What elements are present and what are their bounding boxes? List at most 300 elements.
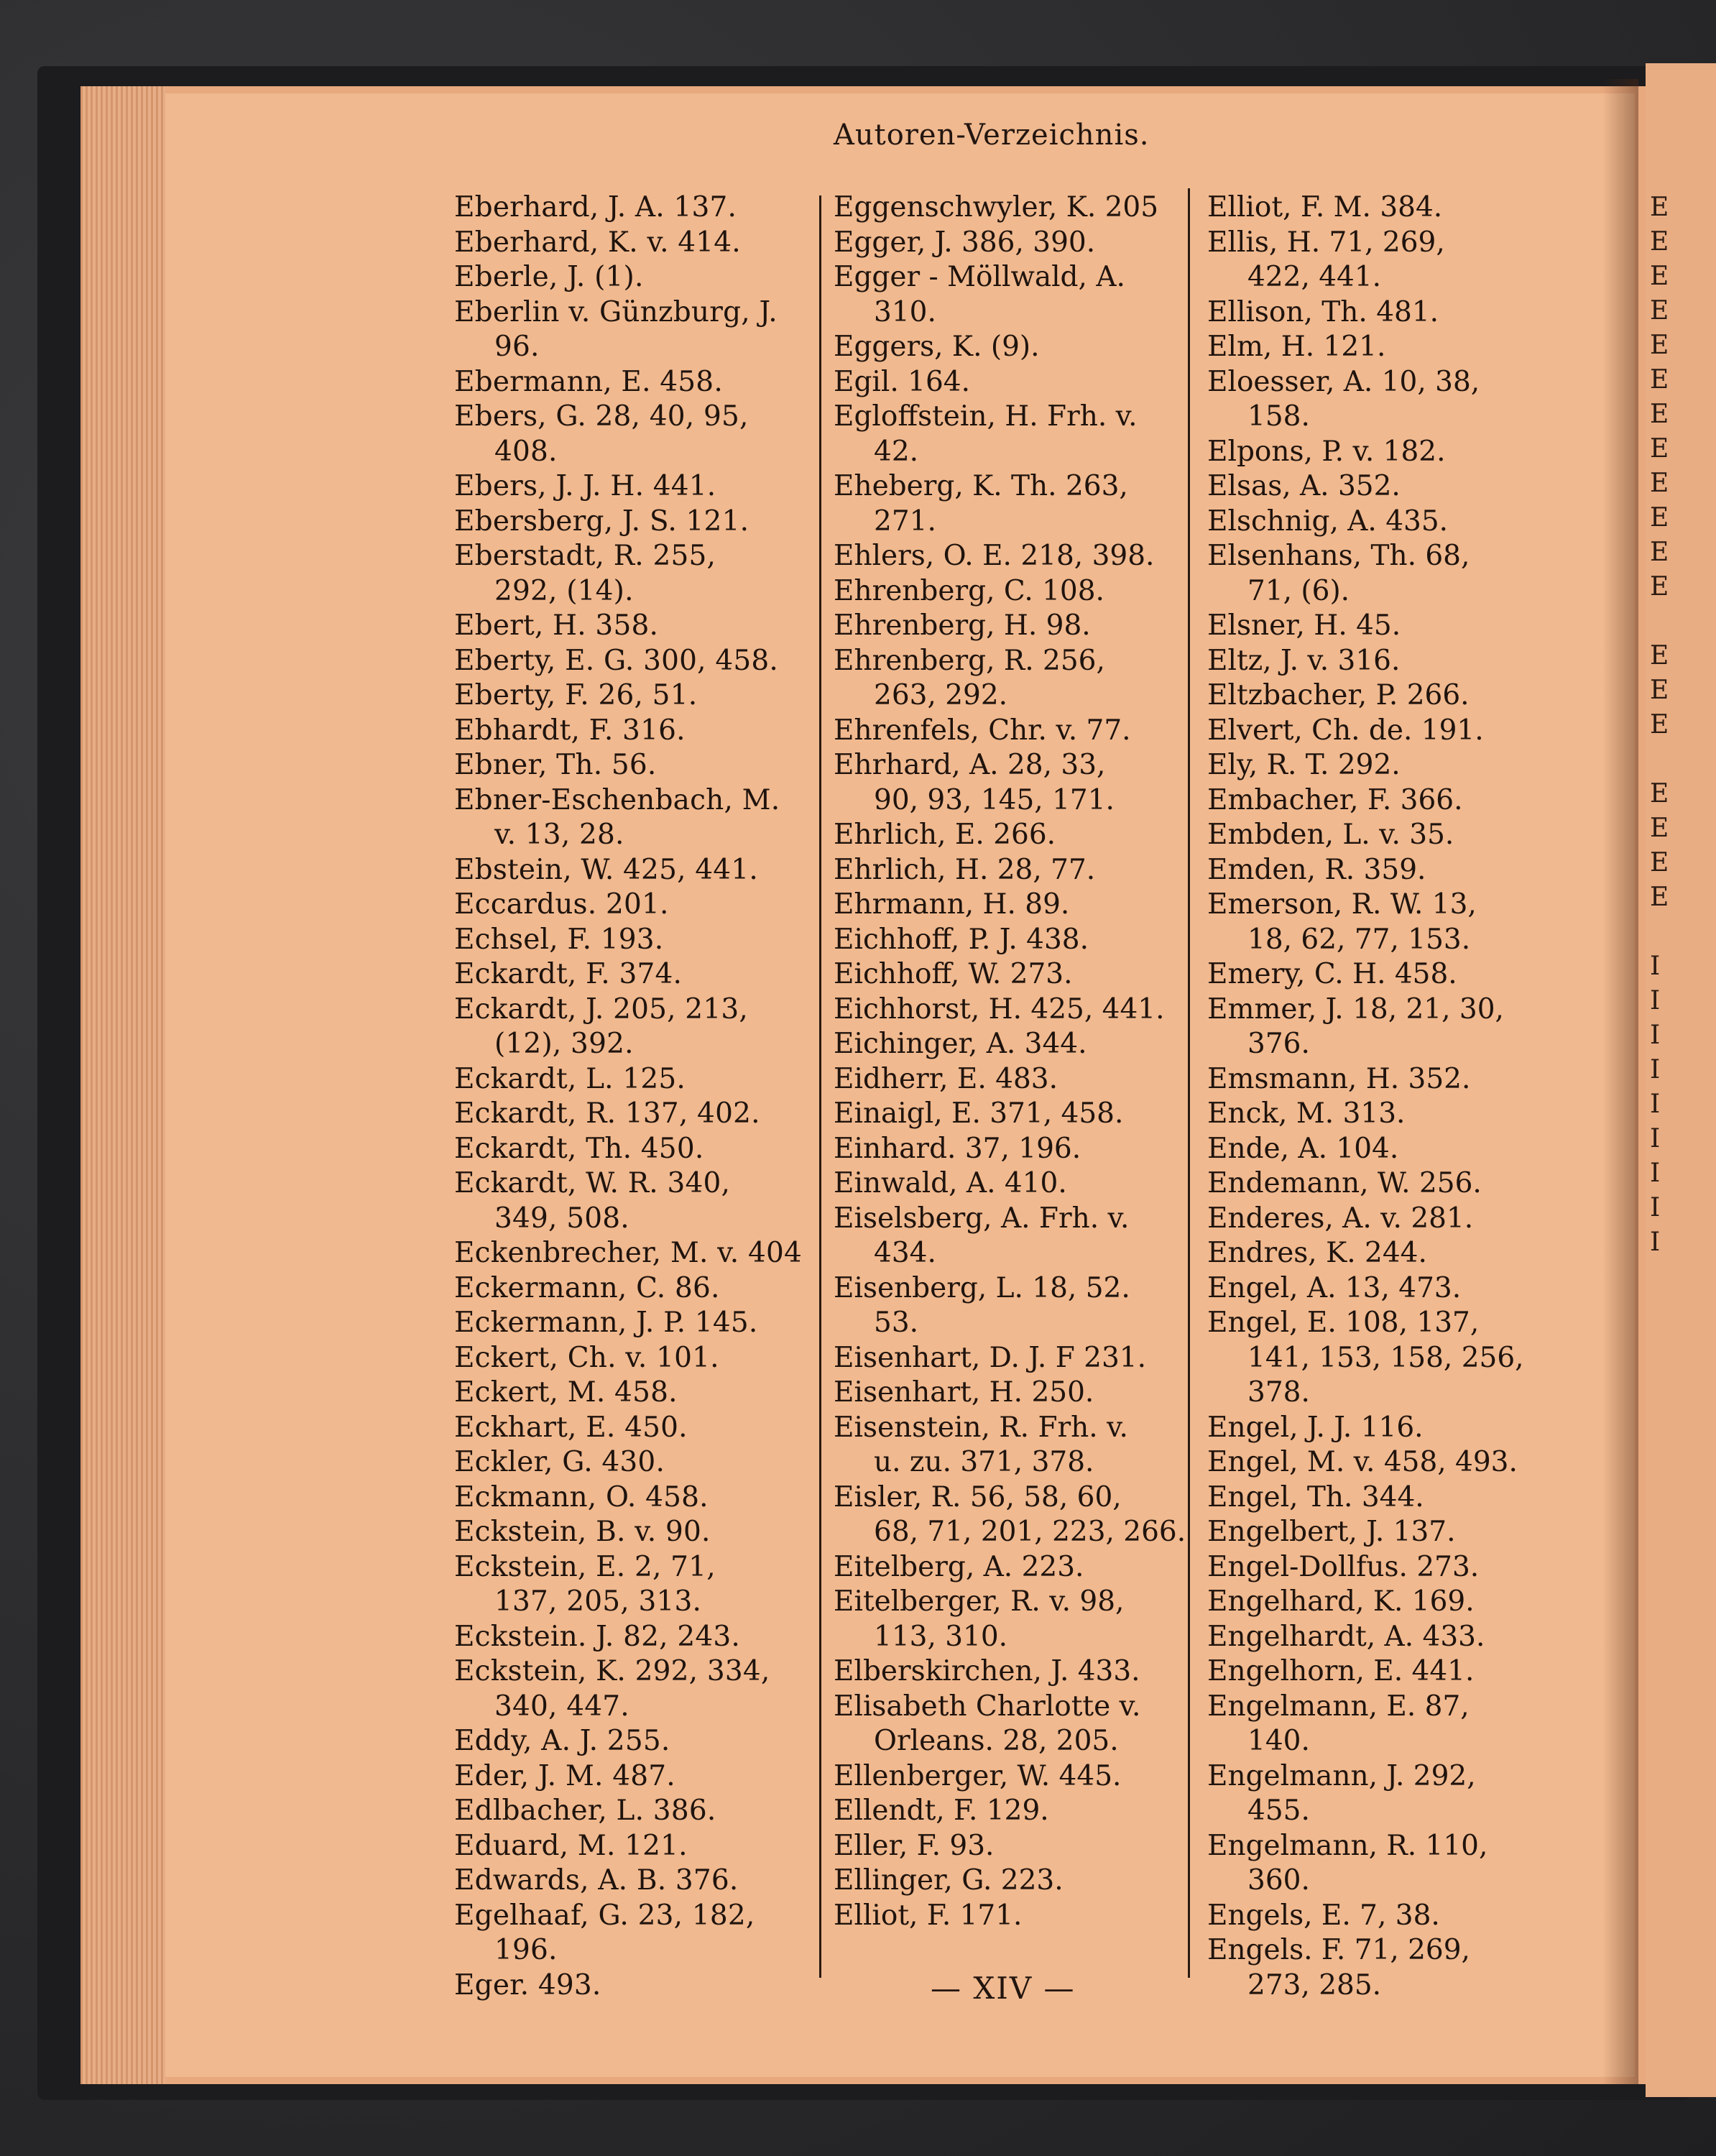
entry-continuation: 455. (1247, 1795, 1310, 1827)
entry-text: Eckmann, O. 458. (454, 1480, 709, 1514)
index-entry (1207, 714, 1581, 749)
entry-text: Ellinger, G. 223. (834, 1864, 1064, 1897)
index-entry (834, 644, 1207, 714)
index-entry (834, 469, 1207, 539)
running-head: Autoren-Verzeichnis. (834, 119, 1150, 152)
entry-text: Embacher, F. 366. (1207, 783, 1463, 816)
index-entry (834, 1376, 1207, 1411)
index-entry (1207, 1236, 1581, 1271)
facing-page-glyph: E (1650, 262, 1669, 291)
entry-text: Eckermann, C. 86. (454, 1271, 720, 1304)
index-entry (454, 1515, 828, 1550)
index-entry (454, 1864, 828, 1899)
entry-text: Elliot, F. M. 384. (1207, 191, 1443, 224)
facing-page-glyph: E (1650, 676, 1669, 705)
gutter-shadow (1602, 79, 1638, 2084)
index-entry (1207, 957, 1581, 992)
index-entry (1207, 609, 1581, 644)
entry-text: Eberty, E. G. 300, 458. (454, 644, 778, 677)
facing-page-glyph: I (1650, 952, 1661, 981)
entry-text: Eichhoff, P. J. 438. (834, 923, 1089, 956)
index-entry (454, 1062, 828, 1097)
index-entry (454, 888, 828, 923)
index-entry (834, 992, 1207, 1028)
entry-text: Ebermann, E. 458. (454, 365, 723, 398)
facing-page-glyph: E (1650, 503, 1669, 533)
column-rule (1188, 188, 1190, 1978)
entry-text: Eberhard, J. A. 137. (454, 191, 737, 224)
facing-page-glyph: I (1650, 1227, 1661, 1257)
facing-page-glyph: I (1650, 1158, 1661, 1188)
entry-text: Egger, J. 386, 390. (834, 226, 1096, 259)
index-entry (834, 818, 1207, 853)
entry-continuation: (12), 392. (494, 1028, 634, 1060)
index-entry (1207, 1620, 1581, 1655)
index-entry (454, 1236, 828, 1271)
facing-page-glyph: E (1650, 572, 1669, 602)
entry-continuation: 422, 441. (1247, 261, 1382, 293)
entry-continuation: 158. (1247, 400, 1310, 433)
index-entry (834, 1132, 1207, 1167)
index-entry (834, 923, 1207, 958)
index-column-1 (454, 190, 828, 2003)
entry-text: Egelhaaf, G. 23, 182, (454, 1899, 755, 1932)
entry-text: Eckhart, E. 450. (454, 1411, 688, 1444)
entry-text: Egger - Möllwald, A. (834, 261, 1125, 293)
entry-text: Ehrenfels, Chr. v. 77. (834, 714, 1131, 747)
index-entry (834, 330, 1207, 365)
index-entry (454, 714, 828, 749)
entry-continuation: 68, 71, 201, 223, 266. (874, 1516, 1186, 1548)
entry-text: Eiselsberg, A. Frh. v. (834, 1202, 1130, 1235)
entry-text: Edwards, A. B. 376. (454, 1864, 739, 1897)
entry-continuation: 42. (874, 435, 919, 468)
index-entry (834, 260, 1207, 330)
index-entry (834, 888, 1207, 923)
facing-page-glyph: E (1650, 400, 1669, 429)
index-entry (1207, 783, 1581, 819)
entry-continuation: 378. (1247, 1376, 1310, 1409)
entry-text: Eckardt, W. R. 340, (454, 1167, 731, 1199)
index-entry (454, 1759, 828, 1795)
entry-text: Eckstein, E. 2, 71, (454, 1550, 716, 1583)
index-entry (1207, 818, 1581, 853)
entry-text: Eisler, R. 56, 58, 60, (834, 1480, 1122, 1514)
index-entry (454, 365, 828, 400)
index-entry (834, 1202, 1207, 1271)
index-entry (834, 1585, 1207, 1654)
entry-continuation: Orleans. 28, 205. (874, 1725, 1119, 1757)
index-entry (1207, 1445, 1581, 1480)
index-entry (454, 1829, 828, 1864)
facing-page-glyph: I (1650, 1089, 1661, 1119)
entry-text: Engel, Th. 344. (1207, 1480, 1424, 1514)
entry-text: Eberty, F. 26, 51. (454, 679, 698, 711)
entry-text: Emerson, R. W. 13, (1207, 888, 1477, 921)
index-entry (834, 539, 1207, 574)
entry-continuation: 376. (1247, 1028, 1310, 1060)
entry-continuation: 196. (494, 1934, 558, 1966)
index-entry (454, 1132, 828, 1167)
facing-page-glyph: E (1650, 641, 1669, 671)
index-entry (454, 1968, 828, 2004)
entry-text: Enck, M. 313. (1207, 1097, 1406, 1130)
index-entry (454, 783, 828, 853)
entry-continuation: 292, (14). (494, 574, 634, 607)
index-entry (834, 1062, 1207, 1097)
entry-continuation: 141, 153, 158, 256, (1247, 1341, 1524, 1374)
entry-text: Ellison, Th. 481. (1207, 295, 1439, 328)
entry-text: Engel, M. v. 458, 493. (1207, 1446, 1518, 1478)
index-entry (454, 992, 828, 1062)
index-entry (834, 1271, 1207, 1341)
index-entry (454, 923, 828, 958)
entry-text: Eisenhart, D. J. F 231. (834, 1341, 1146, 1374)
index-entry (834, 1794, 1207, 1829)
entry-continuation: 434. (874, 1237, 936, 1269)
index-entry (454, 505, 828, 540)
entry-continuation: 360. (1247, 1864, 1310, 1897)
entry-continuation: u. zu. 371, 378. (874, 1446, 1094, 1478)
entry-text: Ehlers, O. E. 218, 398. (834, 540, 1155, 572)
index-entry (454, 1480, 828, 1516)
index-entry (1207, 539, 1581, 609)
entry-text: Eberstadt, R. 255, (454, 540, 716, 572)
entry-text: Eberle, J. (1). (454, 261, 644, 293)
entry-text: Eckardt, R. 137, 402. (454, 1097, 760, 1130)
entry-text: Eger. 493. (454, 1968, 601, 2001)
index-entry (1207, 1899, 1581, 1934)
index-entry (1207, 1933, 1581, 2003)
index-entry (1207, 1550, 1581, 1585)
index-entry (454, 1271, 828, 1307)
entry-text: Eitelberg, A. 223. (834, 1550, 1084, 1583)
entry-text: Emden, R. 359. (1207, 853, 1426, 886)
entry-text: Engelmann, E. 87, (1207, 1690, 1470, 1723)
entry-text: Eckstein. J. 82, 243. (454, 1620, 740, 1653)
entry-continuation: 137, 205, 313. (494, 1585, 702, 1618)
entry-text: Elliot, F. 171. (834, 1899, 1023, 1932)
entry-text: Ebers, G. 28, 40, 95, (454, 400, 749, 433)
entry-text: Ellendt, F. 129. (834, 1795, 1049, 1827)
index-entry (1207, 678, 1581, 714)
entry-text: Ebert, H. 358. (454, 609, 659, 642)
entry-text: Eisenstein, R. Frh. v. (834, 1411, 1128, 1444)
entry-text: Eichhorst, H. 425, 441. (834, 992, 1165, 1026)
facing-page-glyph: E (1650, 296, 1669, 326)
entry-text: Ebersberg, J. S. 121. (454, 505, 749, 538)
index-entry (834, 853, 1207, 888)
entry-text: Ellis, H. 71, 269, (1207, 226, 1445, 259)
index-entry (454, 678, 828, 714)
entry-continuation: v. 13, 28. (494, 819, 624, 851)
index-entry (834, 1027, 1207, 1062)
index-entry (454, 1794, 828, 1829)
entry-text: Emery, C. H. 458. (1207, 958, 1457, 990)
entry-text: Eggenschwyler, K. 205 (834, 191, 1159, 224)
entry-text: Endemann, W. 256. (1207, 1167, 1482, 1199)
index-entry (1207, 1654, 1581, 1690)
index-entry (834, 609, 1207, 644)
facing-page-glyph: E (1650, 848, 1669, 877)
facing-page-glyph: I (1650, 1193, 1661, 1222)
index-entry (1207, 1515, 1581, 1550)
entry-text: Edlbacher, L. 386. (454, 1795, 716, 1827)
entry-text: Eckardt, F. 374. (454, 958, 683, 990)
index-entry (454, 609, 828, 644)
index-entry (454, 226, 828, 261)
index-entry (1207, 330, 1581, 365)
entry-continuation: 71, (6). (1247, 574, 1350, 607)
index-entry (834, 1829, 1207, 1864)
entry-text: Eder, J. M. 487. (454, 1759, 675, 1792)
entry-text: Elschnig, A. 435. (1207, 505, 1449, 538)
entry-text: Eichhoff, W. 273. (834, 958, 1073, 990)
entry-text: Eckert, M. 458. (454, 1376, 678, 1409)
index-entry (1207, 1829, 1581, 1899)
entry-text: Engelmann, R. 110, (1207, 1829, 1488, 1862)
entry-text: Engel-Dollfus. 273. (1207, 1550, 1480, 1583)
index-entry (454, 957, 828, 992)
entry-text: Enderes, A. v. 281. (1207, 1202, 1474, 1235)
index-column-2 (834, 190, 1207, 1933)
entry-text: Elvert, Ch. de. 191. (1207, 714, 1484, 747)
entry-text: Egloffstein, H. Frh. v. (834, 400, 1138, 433)
facing-page-glyph: I (1650, 986, 1661, 1015)
entry-text: Elm, H. 121. (1207, 331, 1386, 363)
index-entry (834, 1480, 1207, 1550)
entry-continuation: 53. (874, 1307, 919, 1339)
column-rule (819, 195, 821, 1978)
facing-page-glyph: I (1650, 1055, 1661, 1084)
index-entry (1207, 1411, 1581, 1446)
index-entry (834, 574, 1207, 609)
entry-continuation: 96. (494, 331, 540, 363)
entry-text: Eitelberger, R. v. 98, (834, 1585, 1125, 1618)
entry-text: Engel, A. 13, 473. (1207, 1271, 1462, 1304)
index-entry (454, 1376, 828, 1411)
index-entry (834, 1097, 1207, 1132)
index-entry (834, 400, 1207, 469)
entry-continuation: 271. (874, 505, 936, 538)
entry-text: Eidherr, E. 483. (834, 1062, 1058, 1095)
entry-text: Einaigl, E. 371, 458. (834, 1097, 1124, 1130)
index-entry (1207, 644, 1581, 679)
entry-text: Eduard, M. 121. (454, 1829, 688, 1862)
entry-text: Ehrhard, A. 28, 33, (834, 749, 1106, 781)
facing-page-glyph: E (1650, 469, 1669, 498)
index-entry (1207, 505, 1581, 540)
entry-text: Engels. F. 71, 269, (1207, 1934, 1470, 1966)
index-entry (1207, 1166, 1581, 1202)
facing-page-glyph: E (1650, 538, 1669, 567)
entry-text: Engelhorn, E. 441. (1207, 1655, 1475, 1687)
entry-continuation: 408. (494, 435, 558, 468)
entry-text: Eberlin v. Günzburg, J. (454, 295, 778, 328)
index-entry (454, 644, 828, 679)
entry-text: Eckstein, B. v. 90. (454, 1516, 711, 1548)
entry-text: Eckert, Ch. v. 101. (454, 1341, 719, 1374)
entry-text: Ehrenberg, R. 256, (834, 644, 1105, 677)
index-entry (1207, 226, 1581, 295)
index-entry (454, 748, 828, 783)
entry-continuation: 113, 310. (874, 1620, 1008, 1653)
facing-page-glyph: E (1650, 710, 1669, 740)
entry-text: Ehrenberg, C. 108. (834, 574, 1104, 607)
entry-continuation: 349, 508. (494, 1202, 629, 1235)
entry-text: Elpons, P. v. 182. (1207, 435, 1446, 468)
entry-text: Elisabeth Charlotte v. (834, 1690, 1141, 1723)
index-entry (1207, 1759, 1581, 1829)
entry-text: Elsenhans, Th. 68, (1207, 540, 1470, 572)
entry-text: Eccardus. 201. (454, 888, 669, 921)
index-entry (834, 1759, 1207, 1795)
index-entry (454, 1899, 828, 1968)
entry-text: Emmer, J. 18, 21, 30, (1207, 992, 1504, 1026)
entry-text: Eloesser, A. 10, 38, (1207, 365, 1480, 398)
index-entry (1207, 888, 1581, 957)
entry-text: Eltz, J. v. 316. (1207, 644, 1401, 677)
index-entry (834, 190, 1207, 226)
entry-text: Eberhard, K. v. 414. (454, 226, 741, 259)
index-entry (834, 1654, 1207, 1690)
index-entry (1207, 1097, 1581, 1132)
index-entry (1207, 1585, 1581, 1620)
facing-page-glyph: E (1650, 779, 1669, 808)
index-entry (834, 1690, 1207, 1759)
entry-text: Elsas, A. 352. (1207, 470, 1401, 502)
page-number: — XIV — (931, 1971, 1076, 2006)
entry-text: Ehrlich, E. 266. (834, 819, 1056, 851)
entry-text: Ely, R. T. 292. (1207, 749, 1401, 781)
index-entry (454, 853, 828, 888)
index-entry (454, 190, 828, 226)
index-entry (454, 1341, 828, 1376)
entry-text: Engels, E. 7, 38. (1207, 1899, 1440, 1932)
entry-text: Ehrlich, H. 28, 77. (834, 853, 1096, 886)
index-entry (1207, 992, 1581, 1062)
index-entry (1207, 190, 1581, 226)
index-entry (1207, 748, 1581, 783)
entry-continuation: 90, 93, 145, 171. (874, 783, 1115, 816)
entry-text: Eichinger, A. 344. (834, 1028, 1087, 1060)
index-entry (454, 1306, 828, 1341)
entry-text: Eckler, G. 430. (454, 1446, 665, 1478)
entry-text: Egil. 164. (834, 365, 971, 398)
entry-text: Ehrmann, H. 89. (834, 888, 1070, 921)
entry-text: Ebers, J. J. H. 441. (454, 470, 716, 502)
index-entry (834, 714, 1207, 749)
page-edges (80, 86, 165, 2084)
index-entry (1207, 1202, 1581, 1237)
entry-text: Engelhardt, A. 433. (1207, 1620, 1485, 1653)
facing-page-fragment (1646, 63, 1716, 2097)
index-entry (454, 1550, 828, 1620)
entry-text: Einhard. 37, 196. (834, 1132, 1081, 1165)
index-entry (834, 1166, 1207, 1202)
entry-text: Endres, K. 244. (1207, 1237, 1427, 1269)
index-entry (454, 1097, 828, 1132)
index-entry (834, 957, 1207, 992)
entry-text: Embden, L. v. 35. (1207, 819, 1454, 851)
entry-continuation: 340, 447. (494, 1690, 629, 1723)
index-entry (1207, 1306, 1581, 1411)
entry-text: Eckardt, J. 205, 213, (454, 992, 748, 1026)
entry-text: Eckenbrecher, M. v. 404 (454, 1237, 802, 1269)
index-entry (1207, 1690, 1581, 1759)
index-entry (454, 1166, 828, 1236)
index-entry (454, 295, 828, 365)
index-entry (1207, 1132, 1581, 1167)
index-column-3 (1207, 190, 1581, 2003)
entry-continuation: 263, 292. (874, 679, 1008, 711)
index-entry (834, 1864, 1207, 1899)
entry-text: Ehrenberg, H. 98. (834, 609, 1091, 642)
entry-text: Ebhardt, F. 316. (454, 714, 686, 747)
entry-text: Ende, A. 104. (1207, 1132, 1399, 1165)
entry-text: Eddy, A. J. 255. (454, 1725, 670, 1757)
entry-text: Eltzbacher, P. 266. (1207, 679, 1470, 711)
index-entry (1207, 435, 1581, 470)
entry-text: Engel, E. 108, 137, (1207, 1307, 1480, 1339)
entry-text: Eisenhart, H. 250. (834, 1376, 1094, 1409)
entry-text: Eckardt, Th. 450. (454, 1132, 704, 1165)
entry-text: Ebner, Th. 56. (454, 749, 657, 781)
index-entry (1207, 295, 1581, 331)
entry-text: Eckermann, J. P. 145. (454, 1307, 758, 1339)
entry-text: Ebner-Eschenbach, M. (454, 783, 780, 816)
entry-text: Elsner, H. 45. (1207, 609, 1401, 642)
entry-continuation: 273, 285. (1247, 1968, 1382, 2001)
entry-text: Eheberg, K. Th. 263, (834, 470, 1128, 502)
index-entry (454, 1445, 828, 1480)
index-entry (1207, 365, 1581, 435)
entry-continuation: 18, 62, 77, 153. (1247, 923, 1471, 956)
facing-page-glyph: E (1650, 227, 1669, 257)
index-entry (834, 748, 1207, 818)
entry-text: Elberskirchen, J. 433. (834, 1655, 1140, 1687)
facing-page-glyph: E (1650, 814, 1669, 843)
entry-text: Echsel, F. 193. (454, 923, 664, 956)
index-entry (834, 1341, 1207, 1376)
entry-text: Eckardt, L. 125. (454, 1062, 686, 1095)
facing-page-glyph: E (1650, 193, 1669, 222)
entry-text: Emsmann, H. 352. (1207, 1062, 1471, 1095)
facing-page-glyph: E (1650, 883, 1669, 912)
index-entry (834, 1899, 1207, 1934)
index-entry (834, 365, 1207, 400)
index-entry (454, 1724, 828, 1759)
index-entry (1207, 1271, 1581, 1307)
index-entry (834, 226, 1207, 261)
entry-text: Engel, J. J. 116. (1207, 1411, 1424, 1444)
facing-page-glyph: E (1650, 331, 1669, 360)
entry-text: Ebstein, W. 425, 441. (454, 853, 758, 886)
entry-text: Eller, F. 93. (834, 1829, 995, 1862)
facing-page-glyph: E (1650, 434, 1669, 464)
facing-page-glyph: I (1650, 1021, 1661, 1050)
index-entry (454, 260, 828, 295)
index-entry (1207, 469, 1581, 505)
entry-text: Engelbert, J. 137. (1207, 1516, 1456, 1548)
facing-page-glyph: I (1650, 1124, 1661, 1153)
entry-continuation: 310. (874, 295, 936, 328)
index-entry (454, 469, 828, 505)
index-entry (834, 1411, 1207, 1480)
index-entry (1207, 1062, 1581, 1097)
index-entry (454, 400, 828, 469)
index-entry (1207, 1480, 1581, 1516)
